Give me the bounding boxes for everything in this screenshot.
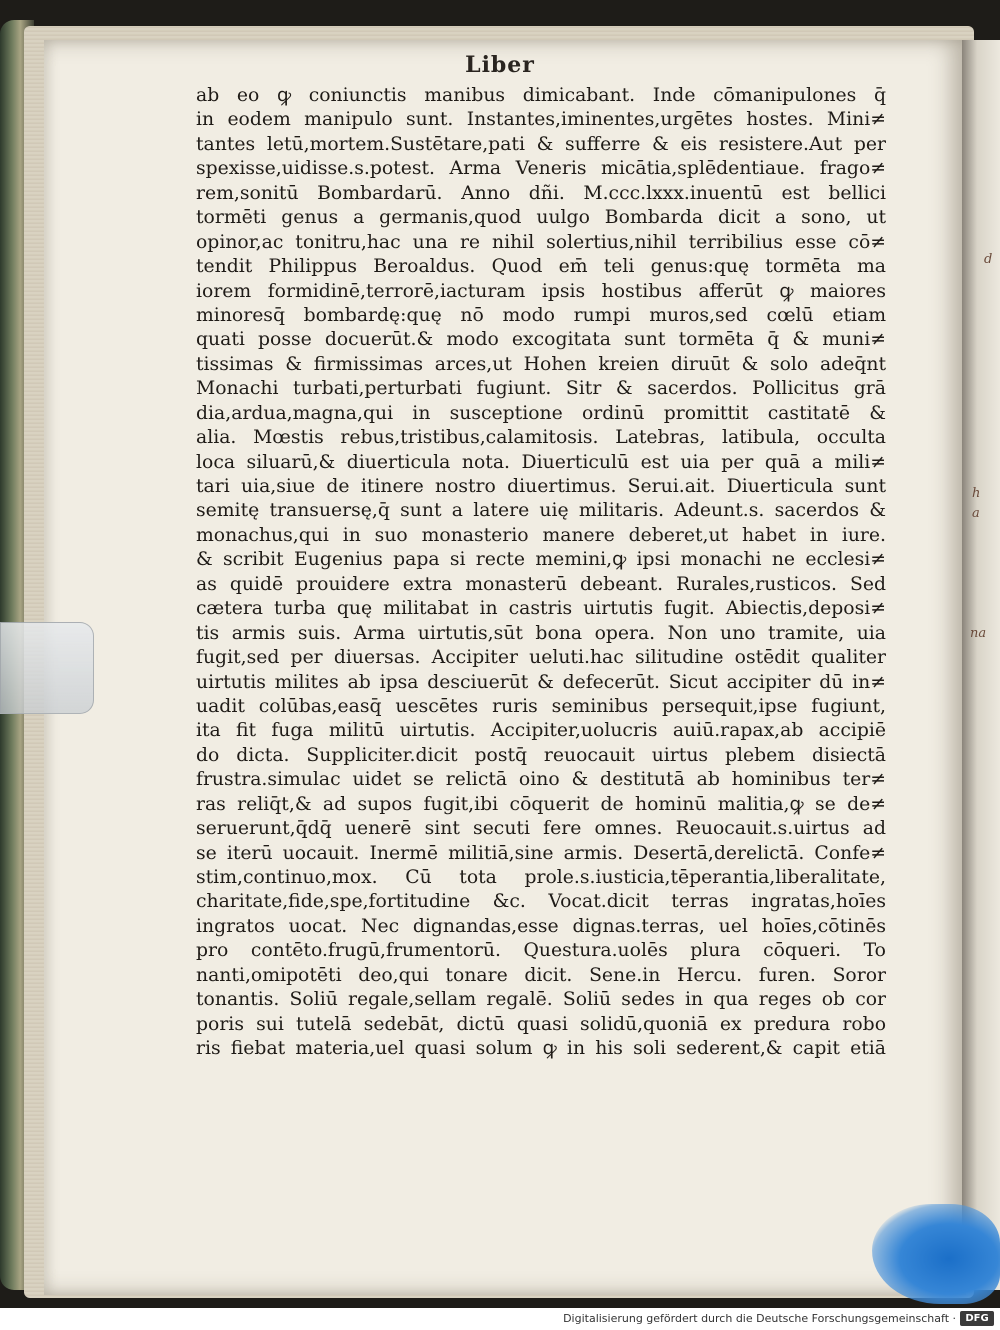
text-line: as quidē prouidere extra monasterū debeant. Rurales,rusticos. Sed — [196, 573, 886, 595]
text-line: semitę transuersę,q̄ sunt a latere uię militaris. Adeunt.s. sacerdos & — [196, 500, 886, 522]
text-line: frustra.simulac uidet se relictā oino & destitutā ab hominibus ter≠ — [196, 769, 886, 791]
text-line: in eodem manipulo sunt. Instantes,iminentes,urgētes hostes. Mini≠ — [196, 109, 886, 131]
text-line: poris sui tutelā sedebāt, dictū quasi solidū,quoniā ex predura robo — [196, 1013, 886, 1035]
text-line: stim,continuo,mox. Cū tota prole.s.iusticia,tēperantia,liberalitate, — [196, 867, 886, 888]
page-clip — [0, 622, 94, 714]
text-line: ras reliq̄t,& ad supos fugit,ibi cōquerit de hominū malitia,ꝙ se de≠ — [196, 793, 886, 815]
text-line: dia,ardua,magna,qui in susceptione ordinū promittit castitatē & — [196, 402, 886, 424]
text-line: tis armis suis. Arma uirtutis,sūt bona opera. Non uno tramite, uia — [196, 622, 886, 644]
running-head: Liber — [465, 52, 535, 78]
text-line: ab eo ꝙ coniunctis manibus dimicabant. Inde cōmanipulones q̄ — [196, 85, 886, 106]
text-line: & scribit Eugenius papa si recte memini,ꝙ ipsi monachi ne ecclesi≠ — [196, 549, 886, 571]
text-line: quati posse docuerūt.& modo excogitata sunt tormēta q̄ & muni≠ — [196, 329, 886, 351]
text-line: iorem formidinē,terrorē,iacturam ipsis hostibus afferūt ꝙ maiores — [196, 280, 886, 302]
text-line: loca siluarū,& diuerticula nota. Diuerticulū est uia per quā a mili≠ — [196, 451, 886, 473]
dfg-logo: DFG — [960, 1311, 994, 1326]
text-line: ris fiebat materia,uel quasi solum ꝙ in his soli sederent,& capit etiā — [196, 1038, 886, 1060]
text-line: cætera turba quę militabat in castris uirtutis fugit. Abiectis,deposi≠ — [196, 598, 886, 620]
text-line: nanti,omipotēti deo,qui tonare dicit. Sene.in Hercu. furen. Soror — [196, 964, 886, 986]
text-line: tissimas & firmissimas arces,ut Hohen kreien diruūt & solo adeq̄nt — [196, 353, 886, 375]
text-line: spexisse,uidisse.s.potest. Arma Veneris micātia,splēdentiaue. frago≠ — [196, 158, 886, 180]
text-line: seruerunt,q̄dq̄ uenerē sint secuti fere omnes. Reuocauit.s.uirtus ad — [196, 818, 886, 840]
margin-note: h — [972, 486, 981, 501]
text-line: tendit Philippus Beroaldus. Quod em̄ teli genus:quę tormēta ma — [196, 256, 886, 278]
facing-page-edge — [962, 40, 1000, 1290]
text-line: pro contēto.frugū,frumentorū. Questura.uolēs plura cōqueri. To — [196, 940, 886, 962]
text-line: ingratos uocat. Nec dignandas,esse dignas.terras, uel hoīes,cōtinēs — [196, 915, 886, 937]
text-line: alia. Mœstis rebus,tristibus,calamitosis. Latebras, latibula, occulta — [196, 427, 886, 449]
margin-note: na — [970, 626, 987, 641]
body-text — [196, 84, 886, 1062]
text-line: tonantis. Soliū regale,sellam regalē. Soliū sedes in qua reges ob cor — [196, 989, 886, 1011]
text-line: Monachi turbati,perturbati fugiunt. Sitr & sacerdos. Pollicitus grā — [196, 378, 886, 400]
text-line: minoresq̄ bombardę:quę nō modo rumpi muros,sed cœlū etiam — [196, 304, 886, 326]
text-line: uirtutis milites ab ipsa desciuerūt & defecerūt. Sicut accipiter dū in≠ — [196, 671, 886, 693]
text-line: monachus,qui in suo monasterio manere deberet,ut habet in iure. — [196, 524, 886, 546]
text-line: tormēti genus a germanis,quod uulgo Bombarda dicit a sono, ut — [196, 207, 886, 229]
text-line: uadit colūbas,easq̄ uescētes ruris seminibus persequit,ipse fugiunt, — [196, 695, 886, 717]
text-line: ita fit fuga militū uirtutis. Accipiter,uolucris auiū.rapax,ab accipiē — [196, 720, 886, 742]
text-line: tari uia,siue de itinere nostro diuertimus. Serui.ait. Diuerticula sunt — [196, 476, 886, 497]
text-line: se iterū uocauit. Inermē militiā,sine armis. Desertā,derelictā. Confe≠ — [196, 842, 886, 864]
text-line: tantes letū,mortem.Sustētare,pati & sufferre & eis resistere.Aut per — [196, 133, 886, 155]
margin-note: a — [972, 506, 980, 521]
text-line: opinor,ac tonitru,hac una re nihil solertius,nihil terribilius esse cō≠ — [196, 231, 886, 253]
text-line: fugit,sed per diuersas. Accipiter ueluti.hac silitudine ostēdit qualiter — [196, 647, 886, 669]
text-line: charitate,fide,spe,fortitudine &c. Vocat.dicit terras ingratas,hoīes — [196, 891, 886, 913]
footer — [0, 1308, 1000, 1330]
footer-credit: Digitalisierung gefördert durch die Deutsche Forschungsgemeinschaft · — [563, 1312, 956, 1325]
margin-note: d — [984, 252, 993, 267]
text-line: rem,sonitū Bombardarū. Anno dñi. M.ccc.lxxx.inuentū est bellici — [196, 182, 886, 204]
text-line: do dicta. Suppliciter.dicit postq̄ reuocauit uirtus plebem disiectā — [196, 744, 886, 766]
